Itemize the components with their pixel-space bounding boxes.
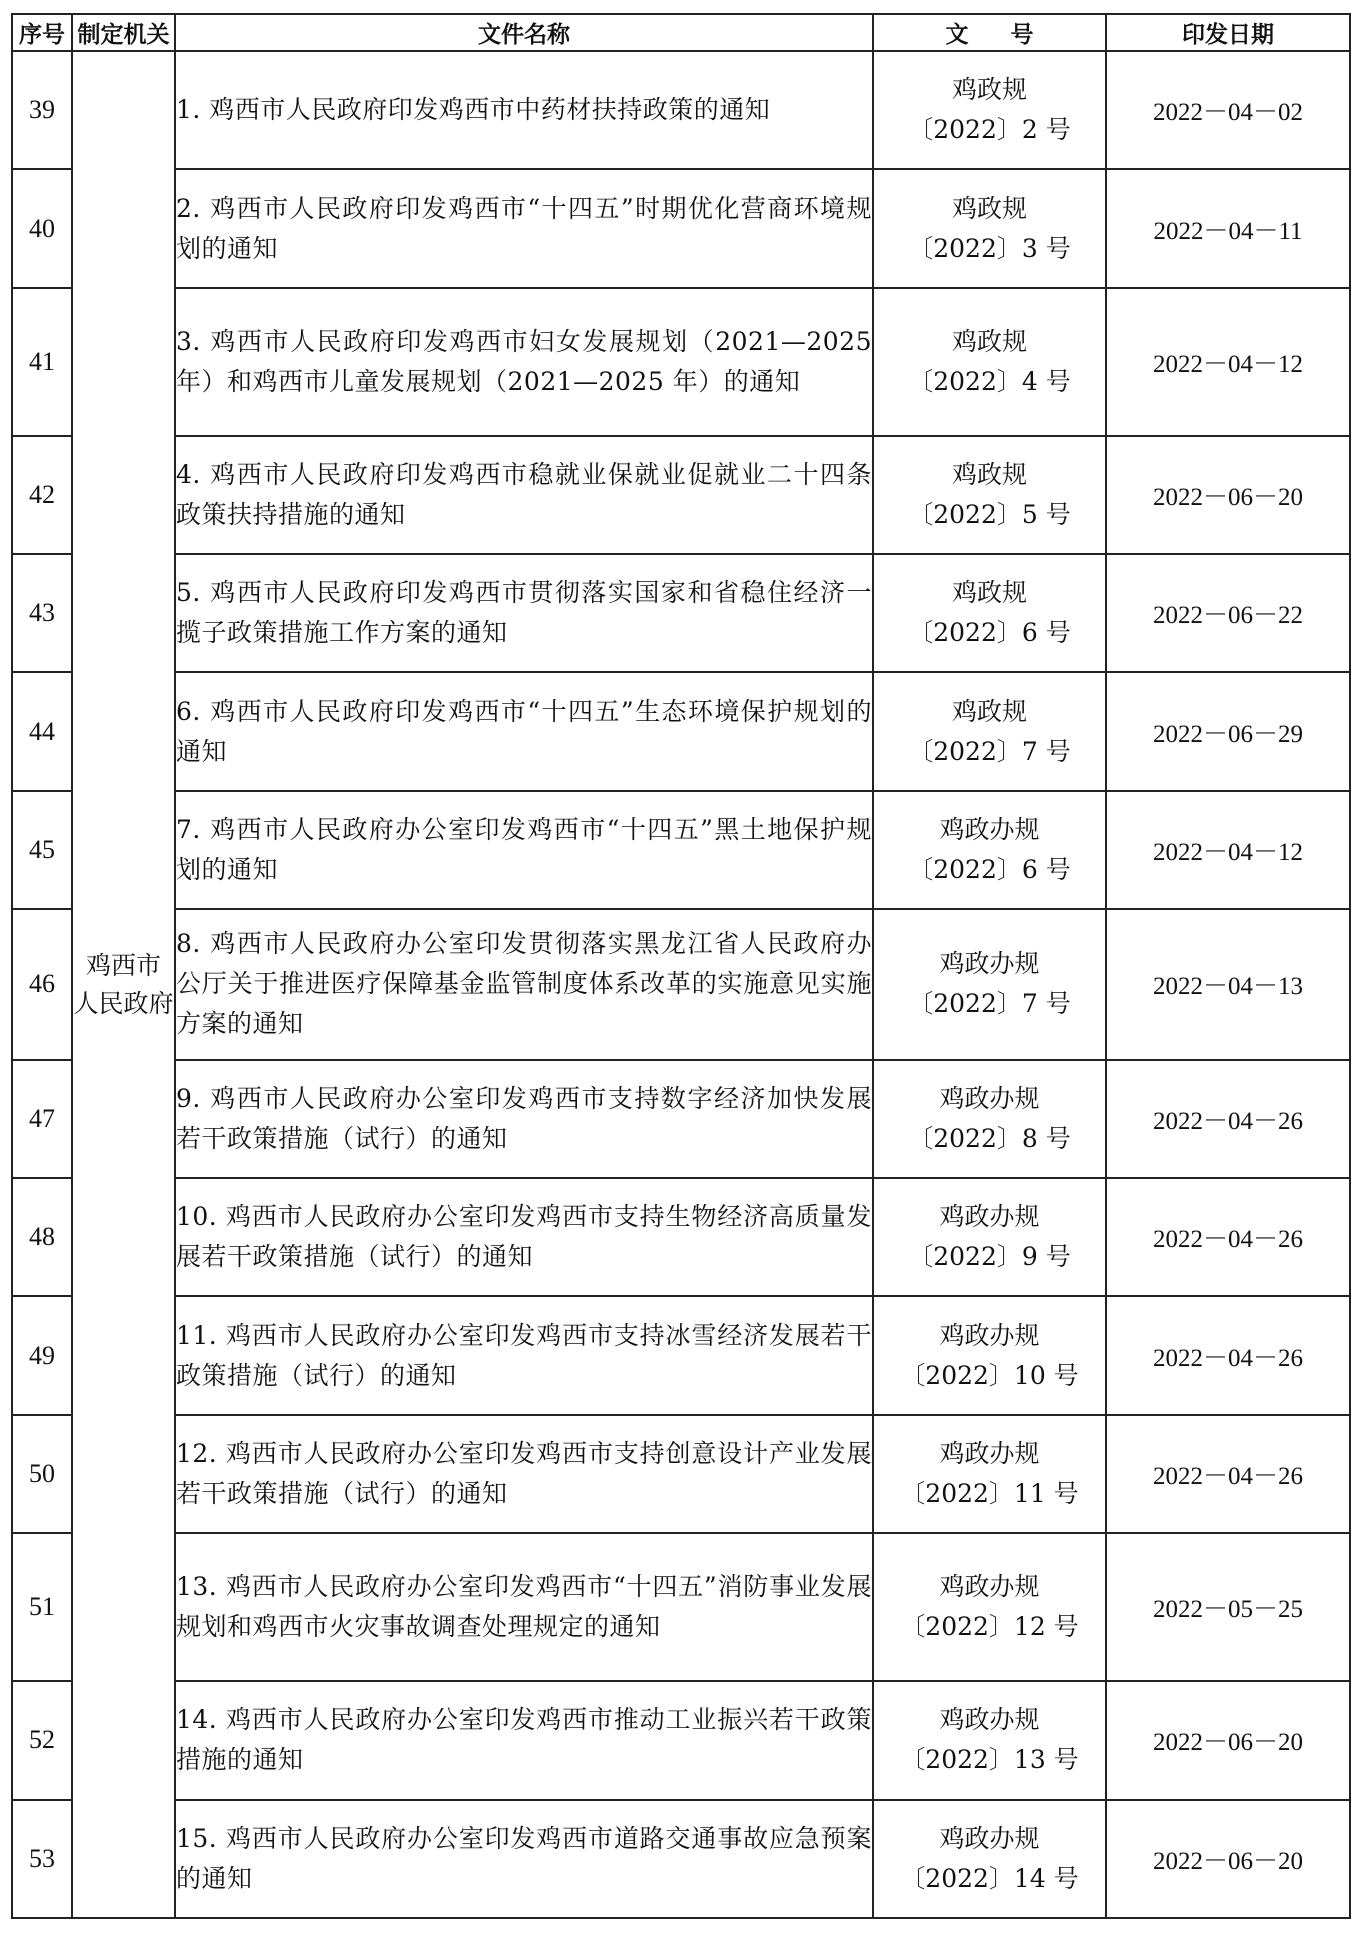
document-number-prefix: 鸡政规 <box>951 326 1027 356</box>
table-row <box>12 51 1350 169</box>
table-row <box>12 791 1350 909</box>
document-number-prefix: 鸡政规 <box>951 459 1027 489</box>
row-seq: 45 <box>12 791 72 909</box>
document-number-suffix: 〔2022〕13 号 <box>900 1745 1079 1775</box>
row-document-number <box>873 791 1106 909</box>
row-seq: 39 <box>12 51 72 169</box>
document-number-prefix: 鸡政办规 <box>939 1202 1040 1232</box>
document-number-prefix: 鸡政办规 <box>939 1572 1040 1602</box>
document-number-suffix: 〔2022〕12 号 <box>900 1612 1079 1642</box>
row-document-title: 2. 鸡西市人民政府印发鸡西市“十四五”时期优化营商环境规划的通知 <box>175 169 873 287</box>
document-number-suffix: 〔2022〕6 号 <box>908 855 1071 885</box>
row-document-number <box>873 672 1106 790</box>
row-document-title: 9. 鸡西市人民政府办公室印发鸡西市支持数字经济加快发展若干政策措施（试行）的通知 <box>175 1060 873 1178</box>
document-number-prefix: 鸡政办规 <box>939 1083 1040 1113</box>
document-number-prefix: 鸡政办规 <box>939 1320 1040 1350</box>
row-seq: 41 <box>12 288 72 436</box>
row-issue-date: 2022－06－20 <box>1106 1800 1350 1919</box>
document-number-suffix: 〔2022〕6 号 <box>908 618 1071 648</box>
row-issue-date: 2022－06－29 <box>1106 672 1350 790</box>
row-document-number <box>873 909 1106 1059</box>
row-seq: 52 <box>12 1681 72 1799</box>
row-document-title: 15. 鸡西市人民政府办公室印发鸡西市道路交通事故应急预案的通知 <box>175 1800 873 1919</box>
row-document-title: 11. 鸡西市人民政府办公室印发鸡西市支持冰雪经济发展若干政策措施（试行）的通知 <box>175 1296 873 1414</box>
document-number-suffix: 〔2022〕11 号 <box>900 1478 1079 1508</box>
document-number-prefix: 鸡政办规 <box>939 1705 1040 1735</box>
row-seq: 53 <box>12 1800 72 1919</box>
row-issue-date: 2022－06－22 <box>1106 554 1350 672</box>
row-document-number <box>873 1415 1106 1533</box>
row-document-number <box>873 1681 1106 1799</box>
document-number-suffix: 〔2022〕10 号 <box>900 1360 1079 1390</box>
document-number-prefix: 鸡政办规 <box>939 1823 1040 1853</box>
row-document-number <box>873 169 1106 287</box>
document-number-suffix: 〔2022〕14 号 <box>900 1863 1079 1893</box>
document-number-prefix: 鸡政办规 <box>939 1438 1040 1468</box>
document-number-suffix: 〔2022〕2 号 <box>908 115 1071 145</box>
row-document-title: 6. 鸡西市人民政府印发鸡西市“十四五”生态环境保护规划的通知 <box>175 672 873 790</box>
row-document-number <box>873 1533 1106 1681</box>
table-row <box>12 909 1350 1059</box>
header-org: 制定机关 <box>72 14 175 51</box>
document-number-suffix: 〔2022〕9 号 <box>908 1242 1071 1272</box>
header-seq: 序号 <box>12 14 72 51</box>
row-document-title: 8. 鸡西市人民政府办公室印发贯彻落实黑龙江省人民政府办公厅关于推进医疗保障基金监管制度体系改革的实施意见实施方案的通知 <box>175 909 873 1059</box>
row-document-title: 4. 鸡西市人民政府印发鸡西市稳就业保就业促就业二十四条政策扶持措施的通知 <box>175 436 873 554</box>
row-document-number <box>873 1296 1106 1414</box>
row-document-title: 14. 鸡西市人民政府办公室印发鸡西市推动工业振兴若干政策措施的通知 <box>175 1681 873 1799</box>
row-issue-date: 2022－04－26 <box>1106 1296 1350 1414</box>
row-issue-date: 2022－04－02 <box>1106 51 1350 169</box>
table-row <box>12 672 1350 790</box>
document-number-prefix: 鸡政办规 <box>939 949 1040 979</box>
row-seq: 42 <box>12 436 72 554</box>
row-document-title: 12. 鸡西市人民政府办公室印发鸡西市支持创意设计产业发展若干政策措施（试行）的通知 <box>175 1415 873 1533</box>
row-issue-date: 2022－06－20 <box>1106 1681 1350 1799</box>
table-row <box>12 1415 1350 1533</box>
row-seq: 46 <box>12 909 72 1059</box>
row-seq: 49 <box>12 1296 72 1414</box>
row-issue-date: 2022－06－20 <box>1106 436 1350 554</box>
header-doc-number: 文号 <box>873 14 1106 51</box>
document-number-suffix: 〔2022〕7 号 <box>908 736 1071 766</box>
issuing-authority-line: 人民政府 <box>73 988 174 1018</box>
row-seq: 48 <box>12 1178 72 1296</box>
row-seq: 47 <box>12 1060 72 1178</box>
table-row <box>12 1296 1350 1414</box>
header-date: 印发日期 <box>1106 14 1350 51</box>
row-issue-date: 2022－04－26 <box>1106 1415 1350 1533</box>
document-number-prefix: 鸡政规 <box>951 75 1027 105</box>
row-document-title: 13. 鸡西市人民政府办公室印发鸡西市“十四五”消防事业发展规划和鸡西市火灾事故调查处理规定的通知 <box>175 1533 873 1681</box>
document-number-suffix: 〔2022〕3 号 <box>908 233 1071 263</box>
row-seq: 50 <box>12 1415 72 1533</box>
row-seq: 51 <box>12 1533 72 1681</box>
row-document-title: 7. 鸡西市人民政府办公室印发鸡西市“十四五”黑土地保护规划的通知 <box>175 791 873 909</box>
issuing-authority-line: 鸡西市 <box>85 950 161 980</box>
row-issue-date: 2022－05－25 <box>1106 1533 1350 1681</box>
row-document-number <box>873 288 1106 436</box>
document-number-prefix: 鸡政办规 <box>939 815 1040 845</box>
row-document-title: 1. 鸡西市人民政府印发鸡西市中药材扶持政策的通知 <box>175 51 873 169</box>
row-issue-date: 2022－04－12 <box>1106 791 1350 909</box>
row-document-title: 3. 鸡西市人民政府印发鸡西市妇女发展规划（2021—2025 年）和鸡西市儿童发展规划（2021—2025 年）的通知 <box>175 288 873 436</box>
header-title: 文件名称 <box>175 14 873 51</box>
row-seq: 44 <box>12 672 72 790</box>
table-row <box>12 288 1350 436</box>
document-number-suffix: 〔2022〕4 号 <box>908 366 1071 396</box>
table-row <box>12 1800 1350 1919</box>
table-row <box>12 1681 1350 1799</box>
document-number-prefix: 鸡政规 <box>951 696 1027 726</box>
row-issue-date: 2022－04－26 <box>1106 1178 1350 1296</box>
table-row <box>12 1178 1350 1296</box>
row-document-number <box>873 436 1106 554</box>
table-row <box>12 169 1350 287</box>
row-issue-date: 2022－04－12 <box>1106 288 1350 436</box>
row-document-number <box>873 554 1106 672</box>
document-number-suffix: 〔2022〕7 号 <box>908 989 1071 1019</box>
row-seq: 40 <box>12 169 72 287</box>
table-body <box>12 51 1350 1918</box>
row-issue-date: 2022－04－11 <box>1106 169 1350 287</box>
row-document-title: 5. 鸡西市人民政府印发鸡西市贯彻落实国家和省稳住经济一揽子政策措施工作方案的通知 <box>175 554 873 672</box>
table-row <box>12 554 1350 672</box>
document-number-suffix: 〔2022〕5 号 <box>908 499 1071 529</box>
row-issue-date: 2022－04－13 <box>1106 909 1350 1059</box>
row-seq: 43 <box>12 554 72 672</box>
table-row <box>12 436 1350 554</box>
row-document-title: 10. 鸡西市人民政府办公室印发鸡西市支持生物经济高质量发展若干政策措施（试行）的通知 <box>175 1178 873 1296</box>
regulation-table <box>11 13 1351 1919</box>
table-header-row <box>12 14 1350 51</box>
issuing-authority <box>72 51 175 1918</box>
row-document-number <box>873 1060 1106 1178</box>
table-row <box>12 1060 1350 1178</box>
row-document-number <box>873 1800 1106 1919</box>
document-number-suffix: 〔2022〕8 号 <box>908 1123 1071 1153</box>
row-document-number <box>873 51 1106 169</box>
table-row <box>12 1533 1350 1681</box>
row-document-number <box>873 1178 1106 1296</box>
document-number-prefix: 鸡政规 <box>951 578 1027 608</box>
document-number-prefix: 鸡政规 <box>951 193 1027 223</box>
row-issue-date: 2022－04－26 <box>1106 1060 1350 1178</box>
